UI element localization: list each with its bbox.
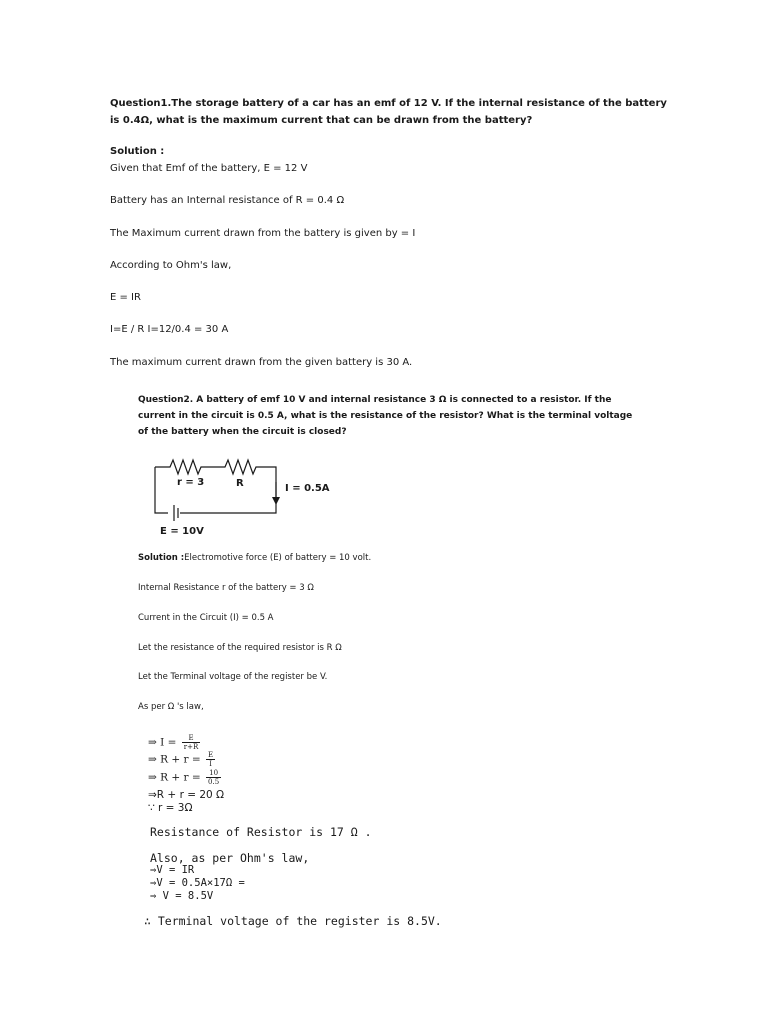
- numerator: 10: [206, 769, 221, 778]
- q1-line: E = IR: [110, 292, 141, 303]
- q1-line: The Maximum current drawn from the battery is given by = I: [110, 228, 416, 239]
- ohm-line: Also, as per Ohm's law,: [150, 851, 310, 865]
- circuit-diagram: [140, 450, 370, 545]
- denominator: 0.5: [208, 778, 220, 786]
- current-label: I = 0.5A: [285, 483, 330, 494]
- math-line-4: ⇒R + r = 20 Ω: [148, 789, 225, 801]
- q1-line: According to Ohm's law,: [110, 260, 232, 271]
- q2-line: Let the resistance of the required resistor is R Ω: [138, 643, 342, 653]
- math-line-5: ∵ r = 3Ω: [148, 802, 193, 814]
- r-label: r = 3: [177, 477, 205, 488]
- ohm-line: ⇒ V = 8.5V: [150, 890, 214, 902]
- q2-solution-line: [138, 553, 371, 563]
- q1-solution-label: Solution :: [110, 146, 165, 157]
- fraction: [206, 751, 215, 768]
- emf-label: E = 10V: [160, 526, 204, 537]
- question-2-text: Question2. A battery of emf 10 V and internal resistance 3 Ω is connected to a resistor. If the current in the circuit is 0.5 A, what is the resistance of the resistor? What is the terminal voltage of the battery when the circuit is closed?: [138, 395, 633, 437]
- ohm-line: ⇒V = 0.5A×17Ω =: [150, 877, 245, 889]
- question-1-text: Question1.The storage battery of a car has an emf of 12 V. If the internal resistance of the battery is 0.4Ω, what is the maximum current that can be drawn from the battery?: [110, 98, 667, 126]
- R-label: R: [236, 478, 244, 489]
- fraction: [206, 769, 221, 786]
- q2-line: Current in the Circuit (I) = 0.5 A: [138, 613, 274, 623]
- math-text: ⇒ R + r =: [148, 753, 205, 766]
- q1-line: Given that Emf of the battery, E = 12 V: [110, 163, 308, 174]
- math-line-1: [148, 734, 200, 751]
- math-text: ⇒ R + r =: [148, 771, 205, 784]
- current-arrow-icon: [272, 497, 280, 505]
- q2-solution-first: Electromotive force (E) of battery = 10 volt.: [184, 553, 372, 563]
- numerator: E: [208, 751, 214, 759]
- q1-line: I=E / R I=12/0.4 = 30 A: [110, 324, 229, 335]
- denominator: r+R: [183, 743, 199, 751]
- ohm-line: ⇒V = IR: [150, 864, 195, 876]
- math-text: ⇒ I =: [148, 736, 180, 749]
- q2-line: Let the Terminal voltage of the register be V.: [138, 672, 328, 682]
- math-line-2: [148, 751, 215, 768]
- result-resistance: Resistance of Resistor is 17 Ω .: [150, 825, 372, 839]
- fraction: [182, 734, 200, 751]
- circuit-wires: [155, 460, 276, 521]
- q2-line: Internal Resistance r of the battery = 3 Ω: [138, 583, 314, 593]
- denominator: I: [209, 760, 212, 768]
- circuit-path: [155, 460, 276, 513]
- math-line-3: [148, 769, 221, 786]
- q2-solution-label: Solution :: [138, 553, 185, 563]
- q1-line: Battery has an Internal resistance of R = 0.4 Ω: [110, 195, 345, 206]
- numerator: E: [182, 734, 200, 743]
- q2-line: As per Ω 's law,: [138, 702, 204, 712]
- result-terminal-voltage: ∴ Terminal voltage of the register is 8.5V.: [144, 914, 442, 928]
- q1-line: The maximum current drawn from the given battery is 30 A.: [110, 357, 413, 368]
